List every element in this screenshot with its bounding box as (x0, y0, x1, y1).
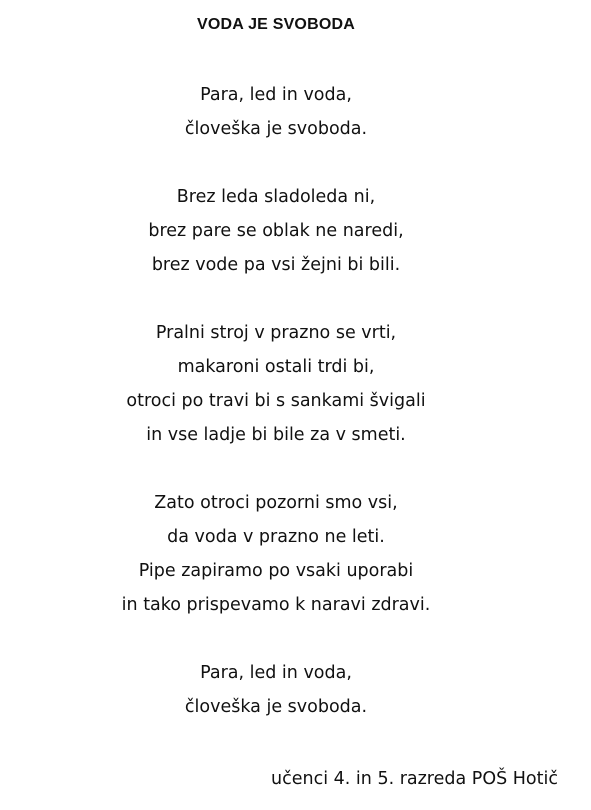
poem-line: Para, led in voda, (200, 85, 352, 105)
poem-line: Para, led in voda, (200, 663, 352, 683)
poem-line: Pralni stroj v prazno se vrti, (155, 323, 397, 343)
poem-line: in vse ladje bi bile za v smeti. (146, 425, 406, 445)
stanza-5 (0, 656, 552, 724)
poem-line: Brez leda sladoleda ni, (176, 187, 376, 207)
stanza-2 (0, 180, 552, 282)
poem-line: otroci po travi bi s sankami švigali (126, 391, 426, 411)
poem-line: in tako prispevamo k naravi zdravi. (121, 595, 431, 615)
poem-line: brez pare se oblak ne naredi, (148, 221, 404, 241)
author-credit: učenci 4. in 5. razreda POŠ Hotič (271, 769, 558, 789)
stanza-4 (0, 486, 552, 622)
poem-line: Pipe zapiramo po vsaki uporabi (138, 561, 414, 581)
poem-line: brez vode pa vsi žejni bi bili. (151, 255, 401, 275)
poem-line: človeška je svoboda. (184, 119, 368, 139)
poem-title: VODA JE SVOBODA (197, 16, 355, 33)
poem-body (0, 78, 552, 724)
poem-line: Zato otroci pozorni smo vsi, (154, 493, 398, 513)
stanza-3 (0, 316, 552, 452)
stanza-1 (0, 78, 552, 146)
poem-line: človeška je svoboda. (184, 697, 368, 717)
poem-line: da voda v prazno ne leti. (167, 527, 385, 547)
poem-line: makaroni ostali trdi bi, (177, 357, 375, 377)
